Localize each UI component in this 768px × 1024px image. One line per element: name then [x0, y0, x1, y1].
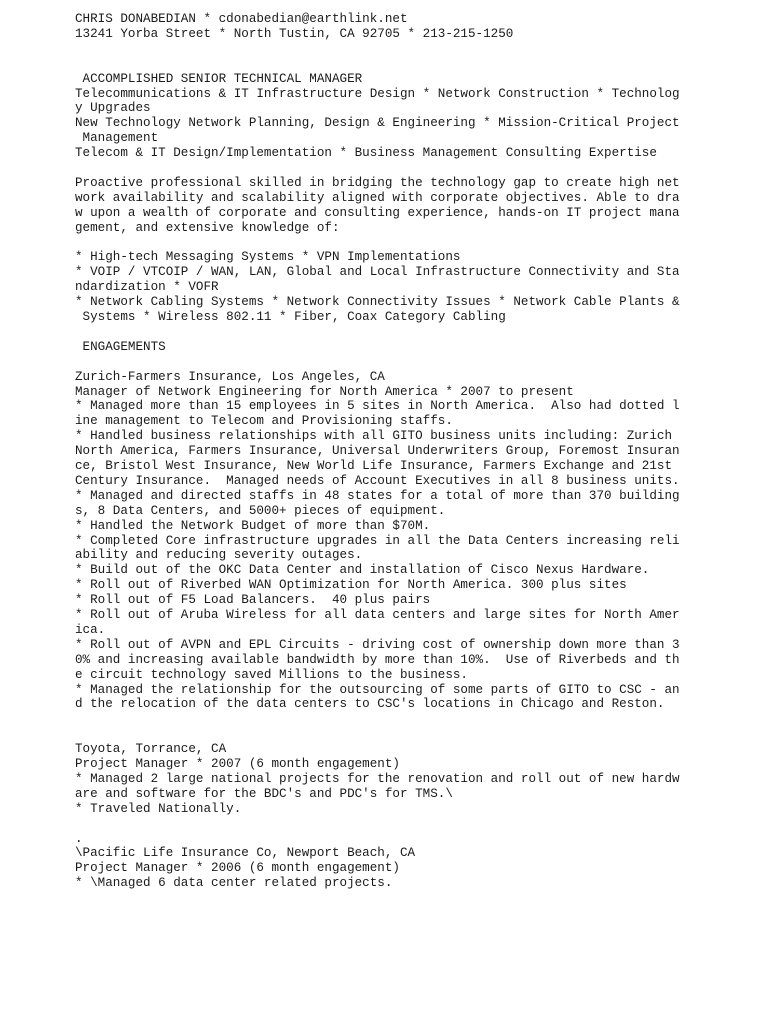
text-line: * Handled the Network Budget of more than $70M. — [75, 518, 431, 533]
text-line: * Build out of the OKC Data Center and installation of Cisco Nexus Hardware. — [75, 563, 650, 578]
text-line: Systems * Wireless 802.11 * Fiber, Coax Category Cabling — [75, 310, 506, 324]
text-line: * Network Cabling Systems * Network Connectivity Issues * Network Cable Plants & — [75, 295, 680, 310]
text-line: d the relocation of the data centers to CSC's locations in Chicago and Reston. — [75, 697, 665, 712]
text-line: ACCOMPLISHED SENIOR TECHNICAL MANAGER — [75, 71, 363, 86]
text-line: Toyota, Torrance, CA — [75, 742, 227, 757]
text-line: * Roll out of Aruba Wireless for all data centers and large sites for North Amer — [75, 608, 680, 622]
text-line: Century Insurance. Managed needs of Account Executives in all 8 business units. — [75, 473, 680, 488]
text-line: ica. — [75, 622, 106, 637]
text-line: w upon a wealth of corporate and consulting experience, hands-on IT project mana — [75, 205, 680, 220]
text-line: Telecom & IT Design/Implementation * Business Management Consulting Expertise — [75, 146, 657, 161]
text-line: Telecommunications & IT Infrastructure Design * Network Construction * Technolog — [75, 86, 680, 101]
text-line: * Handled business relationships with all GITO business units including: Zurich — [75, 429, 673, 444]
text-line: Zurich-Farmers Insurance, Los Angeles, CA — [75, 369, 385, 384]
text-line: * Roll out of F5 Load Balancers. 40 plus pairs — [75, 593, 431, 608]
text-line: 0% and increasing available bandwidth by more than 10%. Use of Riverbeds and th — [75, 652, 680, 667]
text-line: ENGAGEMENTS — [75, 339, 166, 354]
text-line: CHRIS DONABEDIAN * cdonabedian@earthlink.net — [75, 12, 408, 26]
text-line: e circuit technology saved Millions to the business. — [75, 667, 468, 682]
text-line: y Upgrades — [75, 101, 151, 116]
text-line: Proactive professional skilled in bridging the technology gap to create high net — [75, 175, 680, 190]
text-line: 13241 Yorba Street * North Tustin, CA 92705 * 213-215-1250 — [75, 26, 514, 41]
text-line: New Technology Network Planning, Design & Engineering * Mission-Critical Project — [75, 116, 680, 131]
text-line: * Managed the relationship for the outsourcing of some parts of GITO to CSC - an — [75, 682, 680, 697]
text-line: * High-tech Messaging Systems * VPN Implementations — [75, 250, 461, 265]
text-line: \Pacific Life Insurance Co, Newport Beach, CA — [75, 846, 416, 861]
text-line: gement, and extensive knowledge of: — [75, 220, 340, 235]
text-line: * Managed more than 15 employees in 5 sites in North America. Also had dotted l — [75, 399, 680, 414]
text-line: * Roll out of AVPN and EPL Circuits - driving cost of ownership down more than 3 — [75, 637, 680, 652]
text-line: . — [75, 831, 83, 846]
text-line: * Managed 2 large national projects for the renovation and roll out of new hardw — [75, 771, 680, 786]
text-line: work availability and scalability aligned with corporate objectives. Able to dra — [75, 190, 680, 205]
text-line: Project Manager * 2007 (6 month engagement) — [75, 757, 400, 771]
text-line: Project Manager * 2006 (6 month engagement) — [75, 861, 400, 876]
text-line: * \Managed 6 data center related projects. — [75, 876, 393, 891]
text-line: * Roll out of Riverbed WAN Optimization for North America. 300 plus sites — [75, 578, 627, 593]
text-line: * Traveled Nationally. — [75, 801, 242, 816]
text-line: are and software for the BDC's and PDC's for TMS.\ — [75, 786, 453, 801]
text-line: ndardization * VOFR — [75, 280, 219, 295]
text-line: Manager of Network Engineering for North America * 2007 to present — [75, 384, 574, 399]
text-line: ability and reducing severity outages. — [75, 548, 363, 563]
text-line: ine management to Telecom and Provisioning staffs. — [75, 414, 453, 429]
text-line: s, 8 Data Centers, and 5000+ pieces of equipment. — [75, 503, 446, 518]
text-line: North America, Farmers Insurance, Universal Underwriters Group, Foremost Insuran — [75, 444, 680, 459]
text-line: * VOIP / VTCOIP / WAN, LAN, Global and Local Infrastructure Connectivity and Sta — [75, 265, 680, 280]
text-line: Management — [75, 131, 159, 146]
text-line: * Completed Core infrastructure upgrades in all the Data Centers increasing reli — [75, 533, 680, 548]
text-line: * Managed and directed staffs in 48 states for a total of more than 370 building — [75, 488, 680, 503]
text-line: ce, Bristol West Insurance, New World Life Insurance, Farmers Exchange and 21st — [75, 459, 673, 473]
